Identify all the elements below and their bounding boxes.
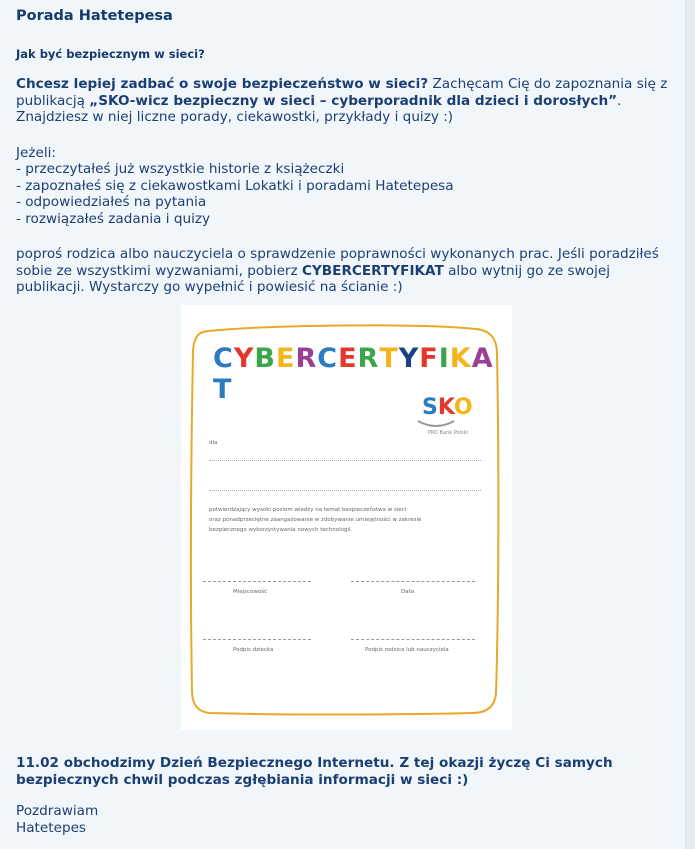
cert-dla-label: dla (209, 440, 218, 446)
cert-title-letter: C (317, 343, 339, 374)
sko-caption: PKO Bank Polski (428, 430, 468, 436)
ask-text-1: poproś rodzica albo nauczyciela o sprawdzenie poprawności wykonanych prac. Jeśli poradziłeś sobie ze wszystkimi wyzwaniami, pobierz (16, 246, 659, 279)
cert-title-letter: Y (233, 343, 255, 374)
cert-title-letter: B (254, 343, 276, 374)
cert-title-letter: K (449, 343, 472, 374)
intro-text-2: . Znajdziesz w niej liczne porady, ciekawostki, przykłady i quizy :) (16, 92, 622, 125)
cert-title-letter: T (379, 343, 399, 374)
adult-signature-line (351, 639, 475, 640)
cert-title-letter: E (338, 343, 358, 374)
list-item: - rozwiązałeś zadania i quizy (16, 210, 211, 227)
cert-title-letter: I (438, 343, 450, 374)
publication-title: „SKO-wicz bezpieczny w sieci – cyberporadnik dla dzieci i dorosłych” (89, 92, 618, 109)
ask-paragraph (16, 246, 676, 296)
sko-letter: K (437, 395, 454, 420)
date-line (351, 581, 475, 582)
cert-title-letter: T (213, 374, 233, 405)
cert-date-label: Data (401, 589, 415, 595)
cybercertyfikat-link[interactable]: CYBERCERTYFIKAT (301, 262, 444, 279)
cert-body-line: bezpiecznego wykorzystywania nowych technologii. (209, 527, 353, 533)
list-item: - odpowiedziałeś na pytania (16, 194, 207, 210)
cert-body-line: oraz ponadprzeciętne zaangażowanie w zdobywanie umiejętności w zakresie (209, 517, 422, 523)
sko-letter: S (422, 395, 438, 420)
vertical-scrollbar[interactable] (685, 0, 695, 849)
conditions-list (16, 145, 676, 228)
sko-smile-icon (416, 419, 456, 429)
sko-logo (422, 395, 473, 420)
conditions-lead: Jeżeli: (16, 144, 57, 161)
list-item: - zapoznałeś się z ciekawostkami Lokatki i poradami Hatetepesa (16, 177, 454, 194)
cert-name-line (209, 460, 481, 461)
cert-body-text (209, 505, 421, 535)
section-subtitle: Jak być bezpiecznym w sieci? (16, 47, 205, 61)
cert-title-letter: Y (398, 343, 420, 374)
signoff-name: Hatetepes (16, 819, 87, 836)
closing-greeting: 11.02 obchodzimy Dzień Bezpiecznego Internetu. Z tej okazji życzę Ci samych bezpiecznych chwil podczas zgłębiania informacji w sieci :) (16, 755, 613, 788)
cert-title-letter: R (357, 343, 380, 374)
list-item: - przeczytałeś już wszystkie historie z książeczki (16, 161, 345, 177)
article-content (16, 6, 676, 296)
page-title: Porada Hatetepesa (16, 8, 173, 24)
cert-adult-sig-label: Podpis rodzica lub nauczyciela (365, 647, 449, 653)
cert-body-line: potwierdzający wysoki poziom wiedzy na temat bezpieczeństwa w sieci (209, 507, 407, 513)
cert-name-line (209, 490, 481, 491)
child-signature-line (203, 639, 311, 640)
cert-title-letter: E (275, 343, 296, 374)
cert-place-label: Miejscowość (233, 589, 268, 595)
signoff-text: Pozdrawiam (16, 803, 99, 819)
intro-paragraph (16, 76, 676, 126)
cert-title-letter: A (471, 343, 494, 374)
ask-text-2: albo wytnij go ze swojej publikacji. Wystarczy go wypełnić i powiesić na ścianie :) (16, 262, 610, 295)
intro-question: Chcesz lepiej zadbać o swoje bezpieczeństwo w sieci? (16, 76, 429, 92)
cert-title-letter: C (213, 343, 234, 374)
signature (16, 803, 98, 836)
cert-child-sig-label: Podpis dziecka (233, 647, 274, 653)
place-line (203, 581, 311, 582)
cert-title-letter: R (295, 343, 318, 374)
sko-letter: O (453, 395, 473, 420)
intro-text-1: Zachęcam Cię do zapoznania się z publikacją (16, 76, 668, 109)
cert-title-letter: F (419, 343, 439, 374)
certificate-image[interactable] (181, 305, 512, 730)
